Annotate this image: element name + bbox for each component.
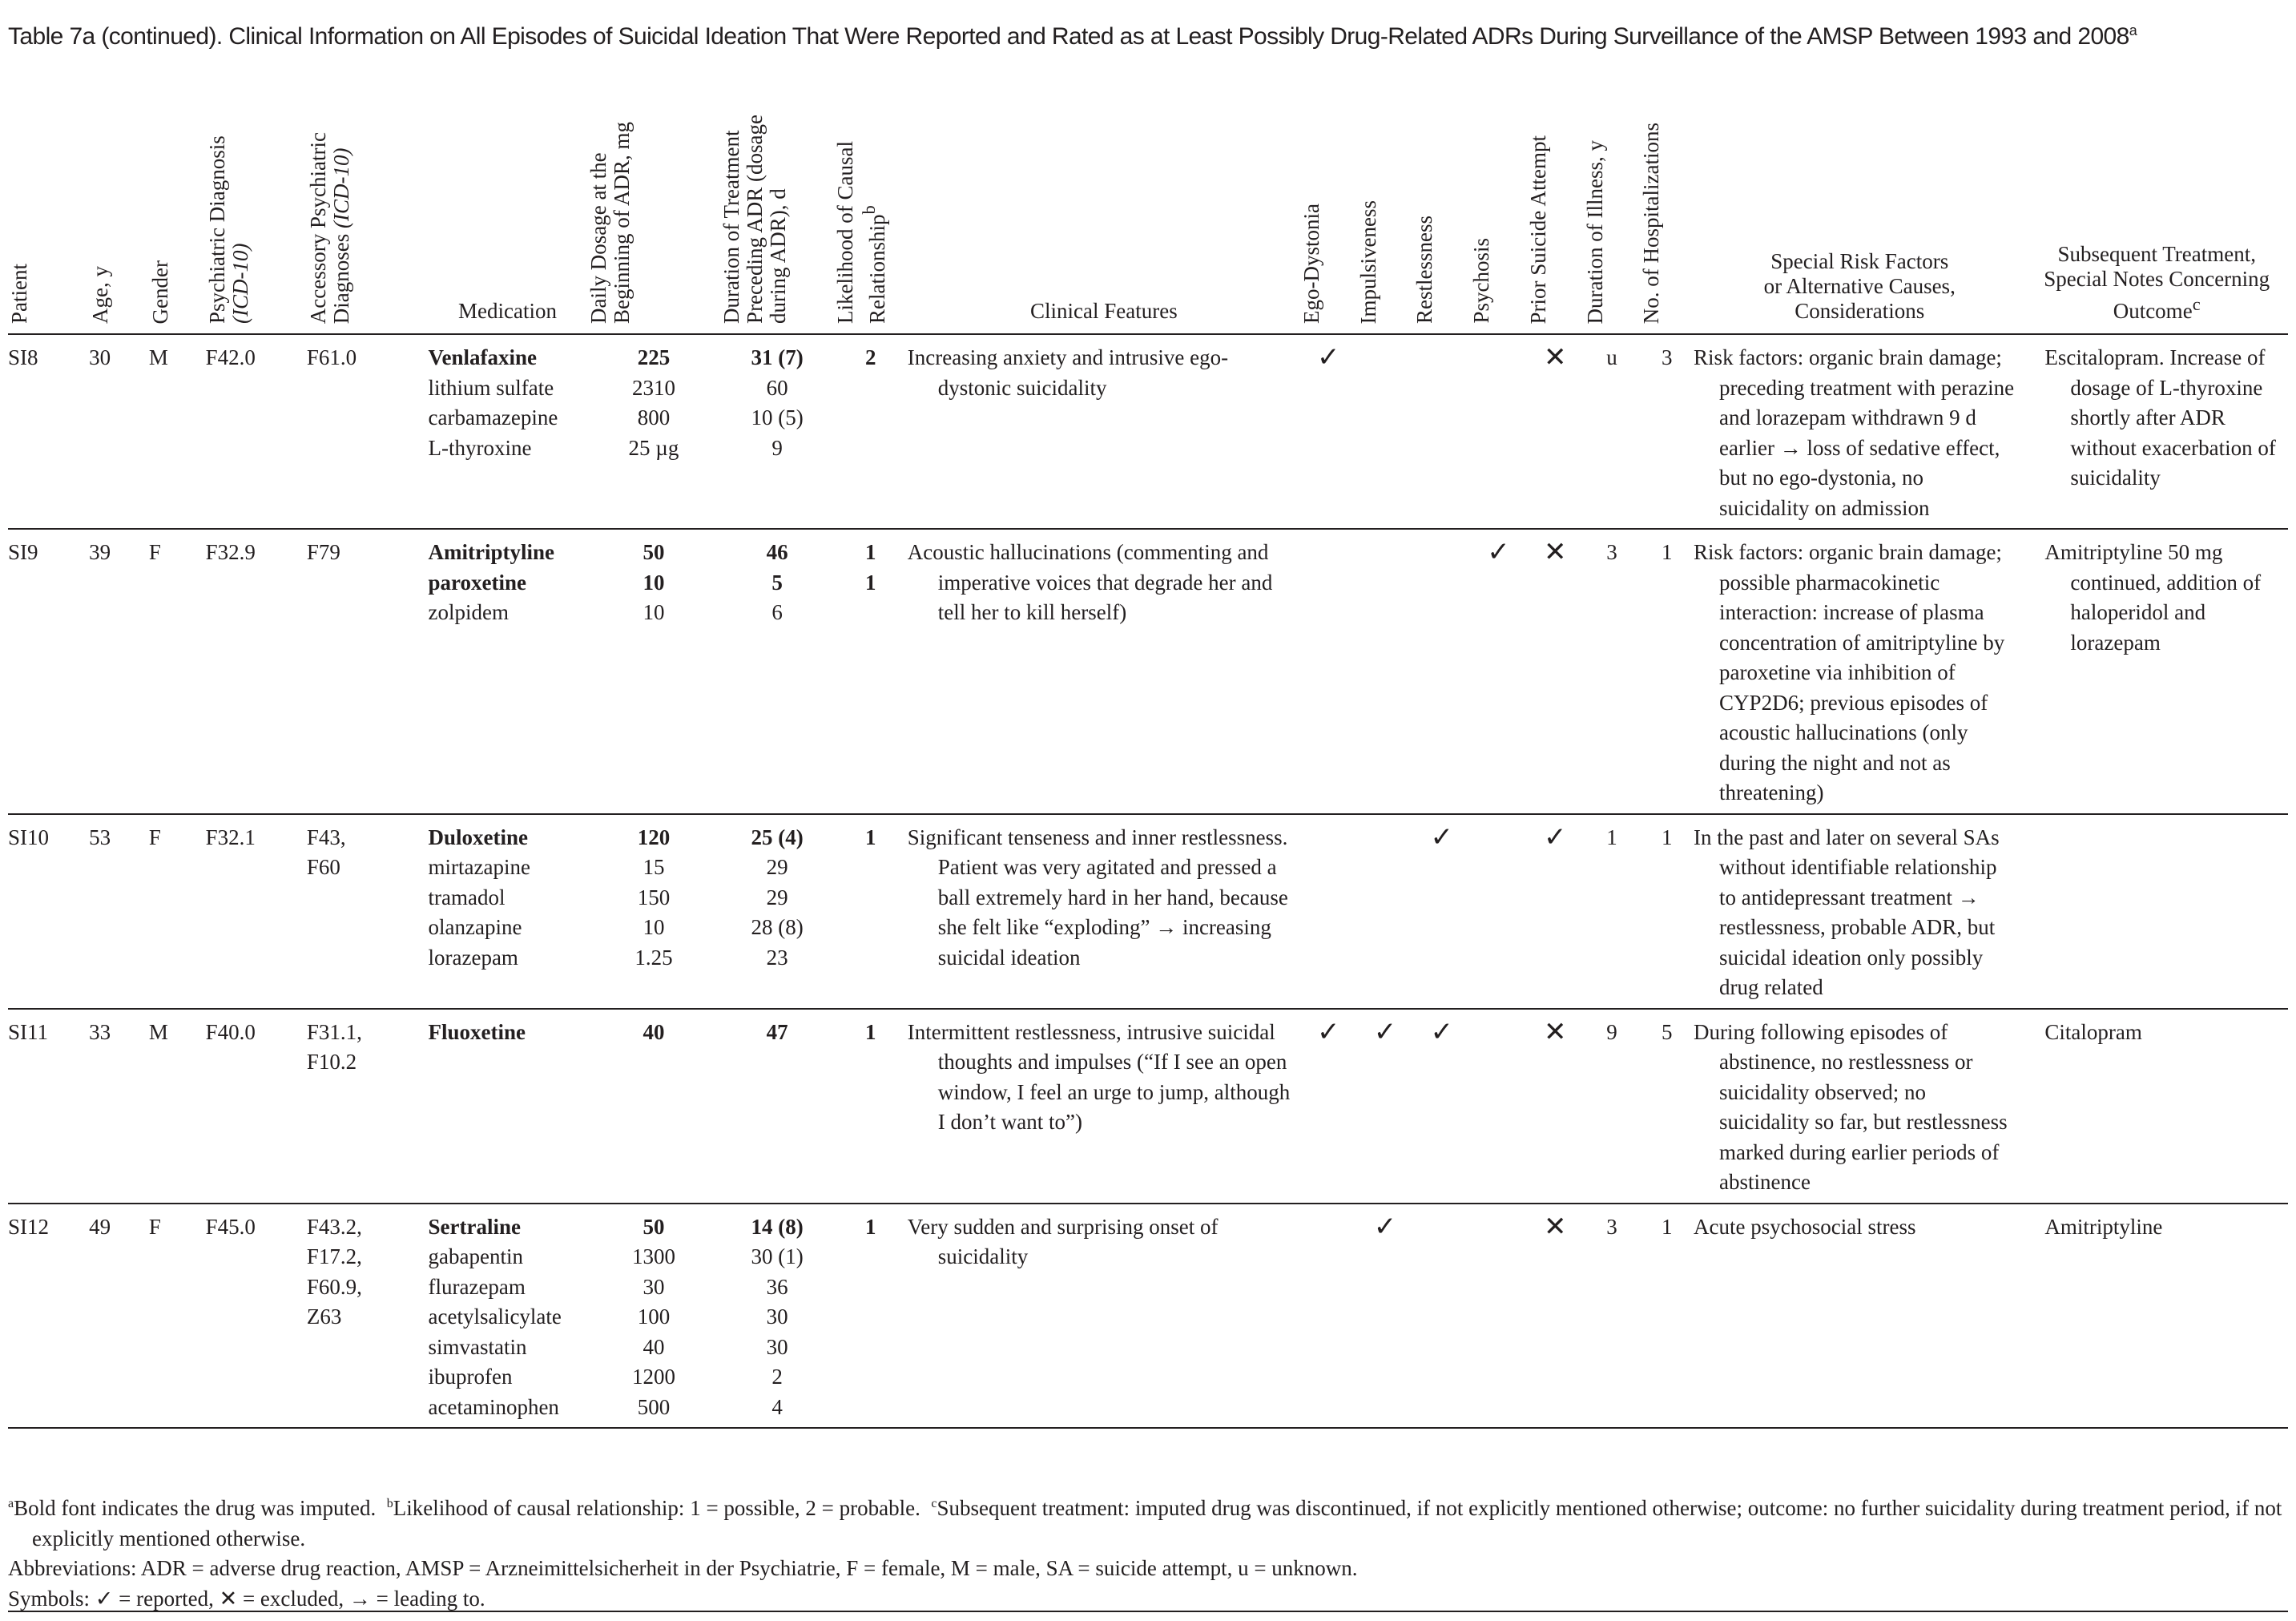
cell-duration-line: 2	[771, 1365, 783, 1389]
cell-medication-line: mirtazapine	[428, 855, 530, 879]
cell-illness-duration: u	[1606, 345, 1617, 369]
cell-medication-line: simvastatin	[428, 1334, 527, 1359]
cell-prior-attempt: ✕	[1543, 341, 1567, 373]
cell-duration	[720, 529, 833, 814]
cell-hospitalizations: 3	[1661, 345, 1673, 369]
cell-likelihood-line	[834, 373, 908, 404]
cell-prior-attempt: ✕	[1543, 1210, 1567, 1243]
cell-medication-line: Venlafaxine	[428, 345, 538, 369]
cell-likelihood-line: 1	[865, 540, 876, 564]
cell-acc-dx	[307, 814, 429, 1009]
header-gender-label: Gender	[147, 260, 172, 324]
cell-dosage-line: 1300	[631, 1244, 675, 1268]
header-duration-label: Duration of Treatment Preceding ADR (dosage during ADR), d	[719, 115, 791, 324]
cell-hospitalizations: 5	[1661, 1019, 1673, 1044]
cell-illness-duration: 1	[1606, 825, 1617, 849]
header-hospitalizations-label: No. of Hospitalizations	[1639, 122, 1664, 324]
cell-subsequent-treatment: Amitriptyline	[2044, 1214, 2163, 1239]
cell-duration	[720, 814, 833, 1009]
table-row	[8, 1204, 2288, 1429]
header-age-label: Age, y	[88, 266, 113, 324]
header-clinical: Clinical Features	[1030, 299, 1178, 323]
cell-patient: SI9	[8, 540, 38, 564]
cell-ego-dystonia	[1300, 814, 1357, 1009]
table-footnotes	[8, 1489, 2288, 1614]
cell-likelihood-line	[834, 1362, 908, 1393]
cell-restlessness: ✓	[1430, 1015, 1454, 1048]
cell-dosage-line: 100	[637, 1304, 671, 1329]
cell-medication-line: Sertraline	[428, 1214, 521, 1239]
header-patient-label: Patient	[7, 264, 31, 324]
cell-clinical: Acoustic hallucinations (commenting and imperative voices that degrade her and tell her to kill herself)	[907, 540, 1273, 624]
cell-prior-attempt: ✕	[1543, 1015, 1567, 1048]
cell-dosage-line: 1.25	[634, 945, 673, 970]
header-illness-duration-label: Duration of Illness, y	[1582, 139, 1607, 324]
cell-dosage-line: 2310	[631, 375, 675, 400]
cell-duration-line: 30	[766, 1304, 788, 1329]
cell-likelihood	[834, 529, 908, 814]
cell-clinical: Significant tenseness and inner restlessness. Patient was very agitated and pressed a ball extremely hard in her hand, because she felt like “exploding” → increasing suicidal ideation	[907, 825, 1288, 970]
cell-dosage	[587, 529, 721, 814]
cell-acc-dx	[307, 1009, 429, 1204]
acc-dx-code: Z63	[306, 1304, 342, 1329]
cell-medication-line: acetylsalicylate	[428, 1304, 562, 1329]
cell-medication-line: flurazepam	[428, 1274, 526, 1299]
cell-clinical: Increasing anxiety and intrusive ego-dystonic suicidality	[907, 345, 1229, 400]
table-bottom-rule	[8, 1611, 2288, 1612]
cell-medication	[429, 334, 587, 529]
cell-duration-line: 30 (1)	[751, 1244, 804, 1268]
cell-risk-factors: In the past and later on several SAs without identifiable relationship to antidepressant treatment → restlessness, probable ADR, but suicidal ideation only possibly drug related	[1694, 825, 2000, 999]
cell-impulsiveness: ✓	[1373, 1015, 1397, 1048]
acc-dx-code: F60.9,	[306, 1274, 362, 1299]
cell-impulsiveness: ✓	[1373, 1210, 1397, 1243]
cell-dosage-line: 1200	[631, 1365, 675, 1389]
cell-risk-factors: During following episodes of abstinence, no restlessness or suicidality observed; no suicidality so far, but restlessness marked during earlier periods of abstinence	[1694, 1019, 2008, 1194]
header-likelihood	[834, 80, 908, 334]
header-illness-duration	[1584, 80, 1641, 334]
header-psych-dx-text: Psychiatric Diagnosis	[204, 135, 229, 324]
header-impulsiveness-label: Impulsiveness	[1355, 200, 1380, 324]
cell-psych-dx: F32.1	[205, 825, 256, 849]
cell-psychosis: ✓	[1487, 536, 1510, 568]
cell-medication-line: paroxetine	[428, 570, 526, 595]
header-ego-label: Ego-Dystonia	[1299, 204, 1323, 324]
cell-medication-line: tramadol	[428, 885, 506, 909]
acc-dx-code: F43.2,	[306, 1214, 362, 1239]
acc-dx-code: F31.1,	[306, 1019, 362, 1044]
cell-age: 30	[89, 345, 111, 369]
cell-restlessness	[1413, 1204, 1470, 1429]
header-restlessness-label: Restlessness	[1412, 216, 1437, 324]
header-gender	[149, 80, 206, 334]
cell-acc-dx	[307, 529, 429, 814]
cell-dosage-line: 50	[642, 1214, 665, 1239]
cell-likelihood-line: 1	[865, 1214, 876, 1239]
cell-duration-line: 5	[771, 570, 783, 595]
cell-illness-duration: 3	[1606, 540, 1617, 564]
footnote-b-sup: b	[386, 1497, 393, 1510]
cell-age: 39	[89, 540, 111, 564]
cell-duration	[720, 1204, 833, 1429]
header-medication: Medication	[458, 299, 558, 323]
cell-dosage-line: 225	[637, 345, 671, 369]
header-dosage	[587, 80, 721, 334]
cell-gender: F	[148, 1214, 161, 1239]
cell-likelihood-line	[834, 913, 908, 943]
cell-likelihood-line: 1	[865, 825, 876, 849]
cell-duration-line: 14 (8)	[751, 1214, 804, 1239]
cell-impulsiveness	[1357, 814, 1414, 1009]
cell-medication-line: ibuprofen	[428, 1365, 513, 1389]
cell-likelihood-line: 1	[865, 570, 876, 595]
acc-dx-code: F60	[306, 855, 340, 879]
suicidal-ideation-table	[8, 80, 2288, 1429]
cell-likelihood	[834, 1204, 908, 1429]
header-psychosis	[1470, 80, 1527, 334]
header-prior-attempt-label: Prior Suicide Attempt	[1525, 135, 1550, 324]
cell-likelihood-line	[834, 1393, 908, 1423]
cell-dosage	[587, 1204, 721, 1429]
table-title-text: Table 7a (continued). Clinical Information on All Episodes of Suicidal Ideation That Were Reported and Rated as at Least Possibly Drug-Related ADRs During Surveillance of the AMSP Between 1993 and 2008	[8, 23, 2129, 50]
cell-impulsiveness	[1357, 334, 1414, 529]
cell-psychosis	[1470, 334, 1527, 529]
cell-likelihood	[834, 1009, 908, 1204]
cell-duration-line: 36	[766, 1274, 788, 1299]
cell-likelihood-line	[834, 853, 908, 883]
cell-acc-dx	[307, 334, 429, 529]
cell-restlessness	[1413, 529, 1470, 814]
cell-dosage-line: 15	[642, 855, 665, 879]
table-title-sup: a	[2129, 22, 2137, 38]
cell-ego-dystonia: ✓	[1317, 1015, 1340, 1048]
cell-psychosis	[1470, 1204, 1527, 1429]
cell-dosage-line: 120	[637, 825, 671, 849]
cell-ego-dystonia	[1300, 1204, 1357, 1429]
cell-medication	[429, 814, 587, 1009]
table-row	[8, 1009, 2288, 1204]
cell-medication-line: Amitriptyline	[428, 540, 554, 564]
cell-medication-line: carbamazepine	[428, 405, 558, 429]
cell-likelihood-line	[834, 883, 908, 913]
header-subsequent-sup: c	[2192, 294, 2201, 314]
cell-psych-dx: F32.9	[205, 540, 256, 564]
cell-ego-dystonia	[1300, 529, 1357, 814]
table-body	[8, 334, 2288, 1428]
cell-hospitalizations: 1	[1661, 825, 1673, 849]
cell-likelihood-line	[834, 433, 908, 464]
header-likelihood-label	[834, 141, 889, 324]
header-patient	[8, 80, 89, 334]
cell-psychosis	[1470, 1009, 1527, 1204]
cell-medication-line: lithium sulfate	[428, 375, 554, 400]
cell-dosage-line: 800	[637, 405, 671, 429]
acc-dx-code: F61.0	[306, 345, 357, 369]
acc-dx-code: F10.2	[306, 1050, 357, 1074]
cell-medication	[429, 529, 587, 814]
cell-psych-dx: F40.0	[205, 1019, 256, 1044]
cell-dosage-line: 500	[637, 1394, 671, 1419]
cell-dosage-line: 40	[642, 1334, 665, 1359]
cell-duration-line: 30	[766, 1334, 788, 1359]
cell-duration-line: 60	[766, 375, 788, 400]
cell-dosage-line: 150	[637, 885, 671, 909]
cell-medication	[429, 1204, 587, 1429]
cell-duration-line: 23	[766, 945, 788, 970]
cell-duration-line: 29	[766, 855, 788, 879]
cell-duration-line: 9	[771, 435, 783, 460]
header-acc-dx	[307, 80, 429, 334]
header-risk: Special Risk Factors or Alternative Causes, Considerations	[1763, 249, 1956, 323]
cell-impulsiveness	[1357, 529, 1414, 814]
cell-psych-dx: F42.0	[205, 345, 256, 369]
header-acc-dx-label	[307, 132, 353, 324]
cell-medication-line: olanzapine	[428, 915, 522, 939]
cell-duration-line: 29	[766, 885, 788, 909]
cell-risk-factors: Acute psychosocial stress	[1694, 1214, 1916, 1239]
cell-psychosis	[1470, 814, 1527, 1009]
cell-gender: F	[148, 540, 161, 564]
header-hospitalizations	[1640, 80, 1694, 334]
cell-restlessness: ✓	[1430, 821, 1454, 853]
cell-likelihood-line	[834, 403, 908, 433]
header-psych-dx	[206, 80, 307, 334]
header-duration	[720, 80, 833, 334]
header-age	[89, 80, 149, 334]
cell-medication-line: lorazepam	[428, 945, 518, 970]
cell-gender: F	[148, 825, 161, 849]
header-row	[8, 80, 2288, 334]
cell-medication-line: gabapentin	[428, 1244, 523, 1268]
cell-duration-line: 31 (7)	[751, 345, 804, 369]
cell-dosage-line: 30	[642, 1274, 665, 1299]
header-acc-dx-icd: (ICD-10)	[328, 147, 353, 228]
cell-subsequent-treatment: Amitriptyline 50 mg continued, addition of haloperidol and lorazepam	[2044, 540, 2262, 655]
cell-likelihood	[834, 334, 908, 529]
cell-patient: SI11	[8, 1019, 49, 1044]
cell-prior-attempt: ✕	[1543, 536, 1567, 568]
cell-ego-dystonia: ✓	[1317, 341, 1340, 373]
table-row	[8, 814, 2288, 1009]
cell-dosage	[587, 334, 721, 529]
header-subsequent-text: Subsequent Treatment, Special Notes Concerning Outcome	[2044, 242, 2270, 323]
cell-dosage-line: 25 µg	[628, 435, 679, 460]
header-psych-dx-icd: (ICD-10)	[228, 243, 252, 324]
cell-risk-factors: Risk factors: organic brain damage; preceding treatment with perazine and lorazepam withdrawn 9 d earlier → loss of sedative effect, but no ego-dystonia, no suicidality on admission	[1694, 345, 2015, 520]
footnote-a-sup: a	[8, 1497, 14, 1510]
cell-dosage	[587, 814, 721, 1009]
header-acc-dx-text: Accessory Psychiatric	[305, 131, 330, 324]
cell-medication-line: L-thyroxine	[428, 435, 532, 460]
cell-gender: M	[148, 345, 168, 369]
cell-prior-attempt: ✓	[1543, 821, 1567, 853]
cell-subsequent-treatment	[2025, 814, 2288, 1009]
cell-age: 49	[89, 1214, 111, 1239]
cell-hospitalizations: 1	[1661, 1214, 1673, 1239]
cell-patient: SI12	[8, 1214, 50, 1239]
cell-likelihood-line	[834, 943, 908, 974]
cell-subsequent-treatment: Citalopram	[2044, 1019, 2142, 1044]
cell-age: 53	[89, 825, 111, 849]
cell-likelihood-line	[834, 1333, 908, 1363]
cell-likelihood-line: 2	[865, 345, 876, 369]
table-row	[8, 529, 2288, 814]
header-psych-dx-label	[206, 80, 252, 324]
cell-duration-line: 4	[771, 1394, 783, 1419]
footnote-abbreviations: Abbreviations: ADR = adverse drug reaction, AMSP = Arzneimittelsicherheit in der Psychiatrie, F = female, M = male, SA = suicide attempt, u = unknown.	[8, 1556, 1358, 1580]
cell-likelihood-line	[834, 598, 908, 628]
cell-medication	[429, 1009, 587, 1204]
acc-dx-code: F43,	[306, 825, 346, 849]
cell-acc-dx	[307, 1204, 429, 1429]
footnote-a-text: Bold font indicates the drug was imputed.	[14, 1496, 377, 1520]
cell-medication-line: zolpidem	[428, 600, 509, 624]
footnote-symbols: Symbols: ✓ = reported, ✕ = excluded, → = leading to.	[8, 1586, 485, 1611]
cell-dosage-line: 10	[642, 570, 665, 595]
cell-likelihood-line	[834, 1242, 908, 1272]
cell-psych-dx: F45.0	[205, 1214, 256, 1239]
cell-restlessness	[1413, 334, 1470, 529]
cell-duration	[720, 1009, 833, 1204]
footnote-abc	[8, 1489, 2288, 1554]
cell-dosage-line: 10	[642, 915, 665, 939]
cell-dosage	[587, 1009, 721, 1204]
header-likelihood-text: Likelihood of Causal Relationship	[832, 141, 889, 324]
acc-dx-code: F79	[306, 540, 340, 564]
cell-duration-line: 46	[766, 540, 788, 564]
footnote-c-sup: c	[931, 1497, 937, 1510]
header-likelihood-sup: b	[858, 205, 879, 215]
cell-duration-line: 25 (4)	[751, 825, 804, 849]
header-acc-dx-text-2: Diagnoses	[328, 233, 353, 324]
cell-likelihood-line: 1	[865, 1019, 876, 1044]
cell-duration-line: 10 (5)	[751, 405, 804, 429]
cell-risk-factors: Risk factors: organic brain damage; possible pharmacokinetic interaction: increase of plasma concentration of amitriptyline by paroxetine via inhibition of CYP2D6; previous episodes of acoustic hallucinations (only during the night and not as threatening)	[1694, 540, 2005, 804]
cell-duration	[720, 334, 833, 529]
table-title	[8, 16, 2288, 51]
cell-patient: SI8	[8, 345, 38, 369]
cell-dosage-line: 50	[642, 540, 665, 564]
cell-duration-line: 6	[771, 600, 783, 624]
cell-medication-line: Fluoxetine	[428, 1019, 526, 1044]
cell-likelihood	[834, 814, 908, 1009]
header-prior-attempt	[1527, 80, 1584, 334]
cell-hospitalizations: 1	[1661, 540, 1673, 564]
cell-age: 33	[89, 1019, 111, 1044]
cell-duration-line: 47	[766, 1019, 788, 1044]
cell-clinical: Very sudden and surprising onset of suicidality	[907, 1214, 1218, 1268]
cell-medication-line: acetaminophen	[428, 1394, 559, 1419]
cell-dosage-line: 10	[642, 600, 665, 624]
acc-dx-code: F17.2,	[306, 1244, 362, 1268]
cell-medication-line: Duloxetine	[428, 825, 528, 849]
cell-gender: M	[148, 1019, 168, 1044]
cell-patient: SI10	[8, 825, 50, 849]
header-impulsiveness	[1357, 80, 1414, 334]
header-subsequent	[2025, 80, 2288, 334]
cell-illness-duration: 9	[1606, 1019, 1617, 1044]
cell-clinical: Intermittent restlessness, intrusive suicidal thoughts and impulses (“If I see an open window, I feel an urge to jump, although I don’t want to”)	[907, 1019, 1291, 1134]
cell-dosage-line: 40	[642, 1019, 665, 1044]
table-row	[8, 334, 2288, 529]
cell-illness-duration: 3	[1606, 1214, 1617, 1239]
header-ego	[1300, 80, 1357, 334]
cell-likelihood-line	[834, 1302, 908, 1333]
cell-duration-line: 28 (8)	[751, 915, 804, 939]
cell-subsequent-treatment: Escitalopram. Increase of dosage of L-thyroxine shortly after ADR without exacerbation of suicidality	[2044, 345, 2276, 490]
footnote-b-text: Likelihood of causal relationship: 1 = possible, 2 = probable.	[393, 1496, 920, 1520]
header-dosage-label: Daily Dosage at the Beginning of ADR, mg	[586, 121, 634, 324]
header-restlessness	[1413, 80, 1470, 334]
footnote-c-text: Subsequent treatment: imputed drug was discontinued, if not explicitly mentioned otherwise; outcome: no further suicidality during treatment period, if not explicitly mentioned otherwise.	[32, 1496, 2282, 1550]
header-psychosis-label: Psychosis	[1469, 238, 1494, 324]
cell-likelihood-line	[834, 1272, 908, 1303]
